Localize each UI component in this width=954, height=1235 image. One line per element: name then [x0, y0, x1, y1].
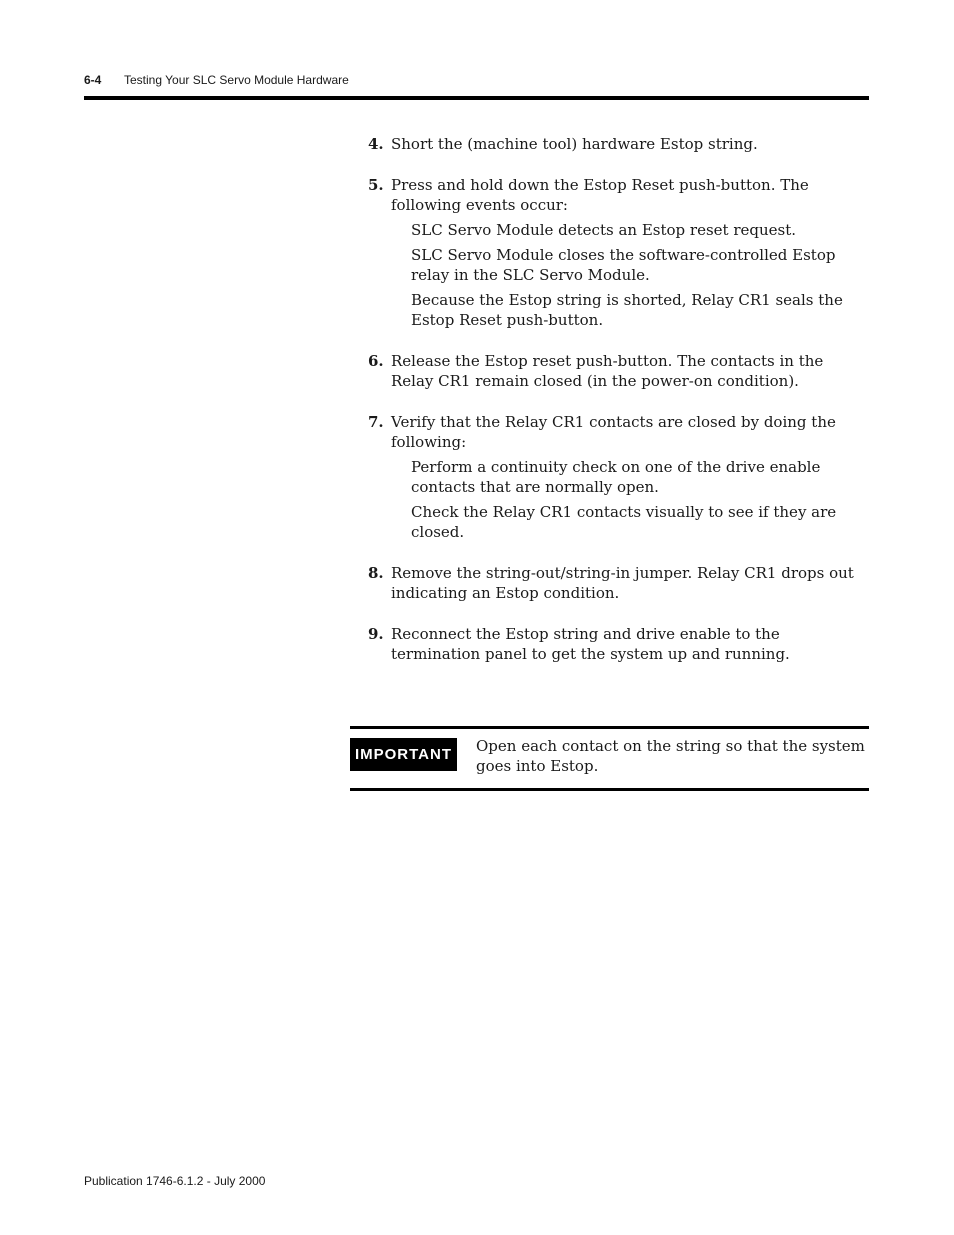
step-9: [368, 624, 868, 664]
important-badge: IMPORTANT: [350, 738, 457, 771]
step-6: [368, 351, 868, 391]
step-text: Remove the string-out/string-in jumper. Relay CR1 drops out indicating an Estop condition.: [391, 564, 854, 602]
sub-list: [391, 220, 868, 330]
step-number: 8.: [368, 564, 384, 582]
chapter-title: Testing Your SLC Servo Module Hardware: [124, 73, 349, 87]
header-rule: [84, 96, 869, 100]
step-4: [368, 134, 868, 154]
sub-item: Perform a continuity check on one of the drive enable contacts that are normally open.: [411, 458, 821, 496]
step-7: [368, 412, 868, 542]
step-text: Verify that the Relay CR1 contacts are closed by doing the following:: [391, 413, 836, 451]
step-text: Short the (machine tool) hardware Estop string.: [391, 135, 758, 153]
step-text: Release the Estop reset push-button. The contacts in the Relay CR1 remain closed (in the power-on condition).: [391, 352, 824, 390]
step-number: 6.: [368, 352, 384, 370]
important-top-rule: [350, 726, 869, 729]
publication-footer: Publication 1746-6.1.2 - July 2000: [84, 1174, 266, 1188]
step-number: 7.: [368, 413, 384, 431]
page-header: [84, 73, 349, 87]
sub-item: SLC Servo Module closes the software-controlled Estop relay in the SLC Servo Module.: [411, 246, 836, 284]
important-bottom-rule: [350, 788, 869, 791]
sub-item: Because the Estop string is shorted, Relay CR1 seals the Estop Reset push-button.: [411, 291, 843, 329]
sub-item: SLC Servo Module detects an Estop reset request.: [411, 221, 796, 239]
page-number: 6-4: [84, 73, 102, 87]
procedure-steps: [368, 134, 868, 685]
sub-item: Check the Relay CR1 contacts visually to see if they are closed.: [411, 503, 837, 541]
step-number: 5.: [368, 176, 384, 194]
step-number: 4.: [368, 135, 384, 153]
step-5: [368, 175, 868, 330]
step-8: [368, 563, 868, 603]
important-text: Open each contact on the string so that the system goes into Estop.: [476, 737, 865, 775]
step-text: Reconnect the Estop string and drive enable to the termination panel to get the system up and running.: [391, 625, 790, 663]
sub-list: [391, 457, 868, 542]
step-text: Press and hold down the Estop Reset push-button. The following events occur:: [391, 176, 809, 214]
step-number: 9.: [368, 625, 384, 643]
